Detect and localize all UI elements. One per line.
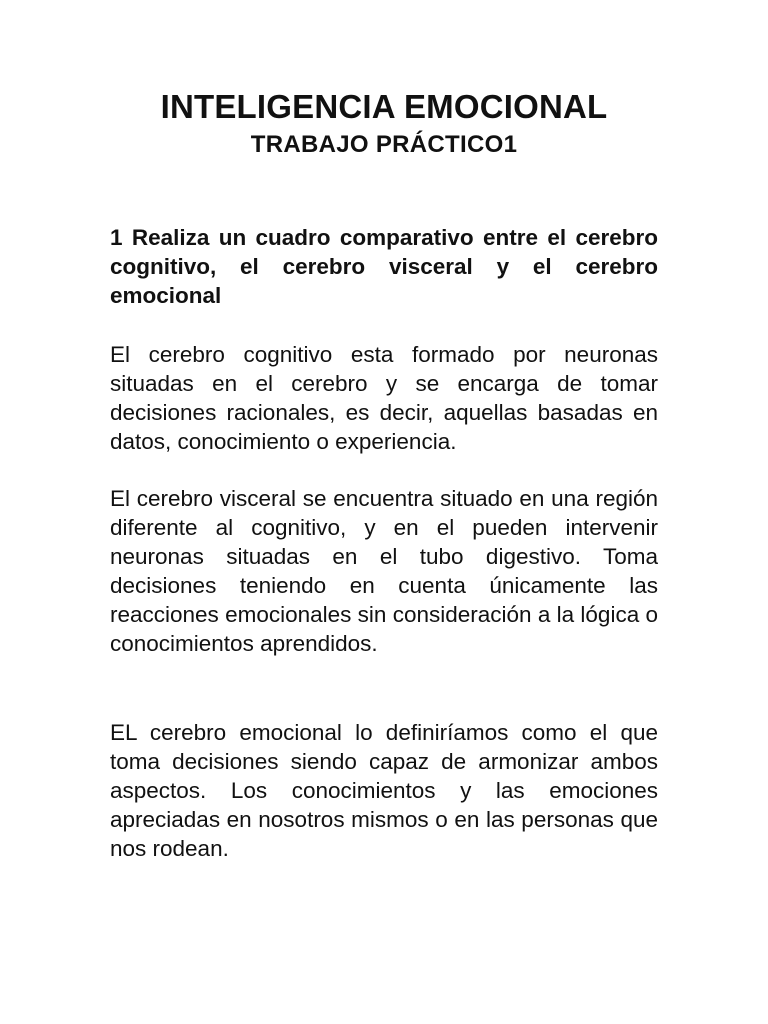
document-title: INTELIGENCIA EMOCIONAL (160, 88, 608, 125)
paragraph-cognitive-brain: El cerebro cognitivo esta formado por neuronas situadas en el cerebro y se encarga de tomar decisiones racionales, es decir, aquellas basadas en datos, conocimiento o experiencia. (110, 342, 658, 454)
question-heading: 1 Realiza un cuadro comparativo entre el cerebro cognitivo, el cerebro visceral y el cerebro emocional (110, 225, 658, 308)
document-subtitle: TRABAJO PRÁCTICO1 (250, 131, 518, 158)
paragraph-visceral-brain: El cerebro visceral se encuentra situado en una región diferente al cognitivo, y en el pueden intervenir neuronas situadas en el tubo digestivo. Toma decisiones teniendo en cuenta únicamente las reacciones emocionales sin consideración a la lógica o conocimientos aprendidos. (110, 486, 658, 656)
paragraph-emotional-brain: EL cerebro emocional lo definiríamos como el que toma decisiones siendo capaz de armonizar ambos aspectos. Los conocimientos y las emociones apreciadas en nosotros mismos o en las personas que nos rodean. (110, 720, 658, 861)
